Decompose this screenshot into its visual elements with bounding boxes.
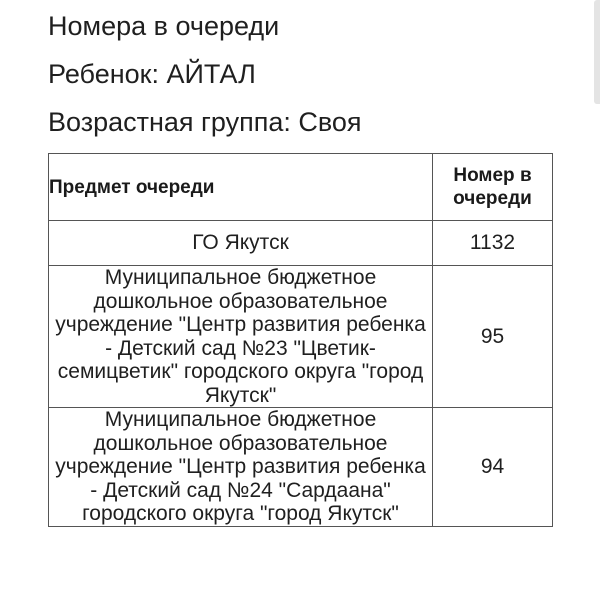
- queue-subject: Муниципальное бюджетное дошкольное образовательное учреждение "Центр развития ребенка - Детский сад №23 "Цветик-семицветик" городского округа "город Якутск": [49, 266, 433, 408]
- queue-number: 95: [433, 266, 553, 408]
- table-row: [49, 266, 553, 408]
- scrollbar[interactable]: [594, 0, 600, 104]
- page-title: Номера в очереди: [48, 11, 280, 41]
- queue-table: [48, 153, 553, 527]
- table-header-row: [49, 154, 553, 221]
- child-name: Ребенок: АЙТАЛ: [48, 59, 256, 89]
- age-group: Возрастная группа: Своя: [48, 107, 362, 137]
- queue-number: 1132: [433, 221, 553, 266]
- table-row: [49, 408, 553, 527]
- queue-subject: ГО Якутск: [49, 221, 433, 266]
- column-header-subject: Предмет очереди: [49, 154, 433, 221]
- queue-subject: Муниципальное бюджетное дошкольное образовательное учреждение "Центр развития ребенка - Детский сад №24 "Сардаана" городского округа "город Якутск": [49, 408, 433, 527]
- queue-number: 94: [433, 408, 553, 527]
- table-row: [49, 221, 553, 266]
- column-header-number: Номер в очереди: [433, 154, 553, 221]
